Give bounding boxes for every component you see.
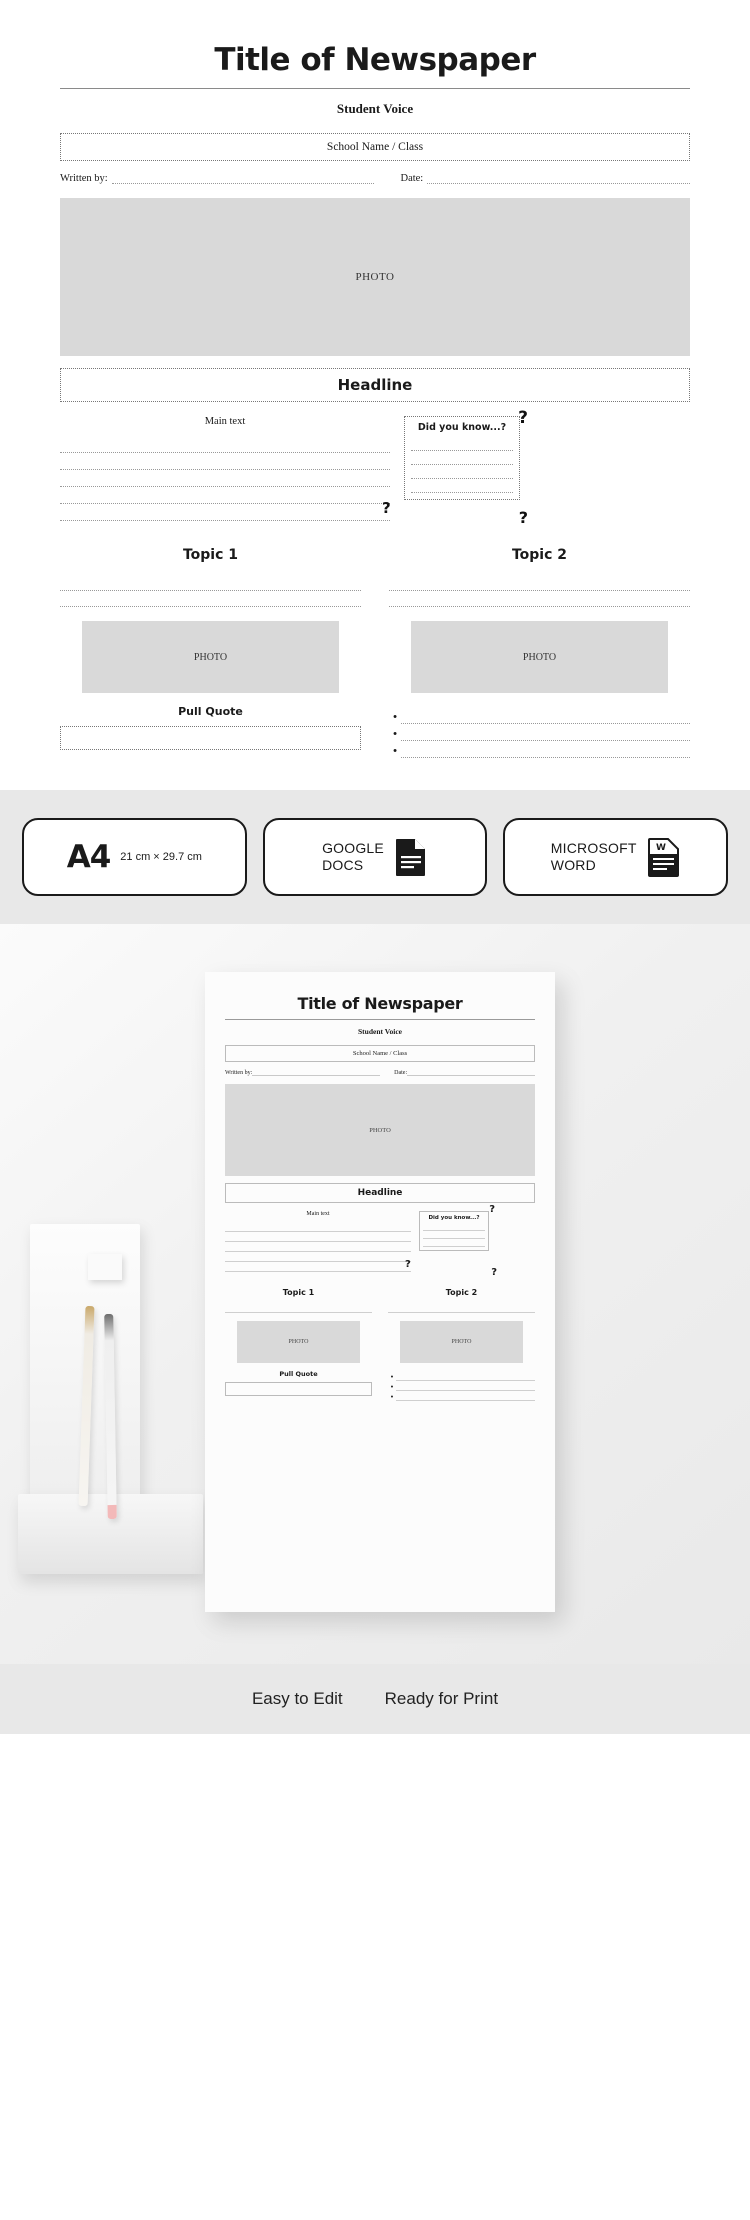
main-columns [60,408,690,527]
google-docs-label-line1: GOOGLE [322,839,384,856]
topic-2-title: Topic 2 [511,547,568,563]
bullet-icon: • [393,711,397,723]
word-document-icon [647,837,681,877]
microsoft-word-label [551,840,637,875]
mockup-did-you-know-column [405,1204,497,1278]
badge-google-docs [263,818,488,896]
mockup-main-photo: PHOTO [225,1084,535,1176]
mockup-main-text-column [225,1211,411,1272]
bullet-icon: • [393,745,397,757]
text-line[interactable] [60,436,390,453]
pull-quote-title: Pull Quote [178,705,243,718]
mockup-school-field: School Name / Class [225,1045,535,1062]
title-divider [60,88,690,89]
mockup-text-line [225,1303,372,1313]
mockup-topic-2-title: Topic 2 [445,1288,478,1297]
mockup-printed-page [205,972,555,1612]
text-line[interactable] [389,591,690,607]
main-text-column [60,416,390,521]
mockup-list-item [388,1392,535,1402]
mockup-written-by-label: Written by: [225,1070,253,1076]
bullet-text-line[interactable] [401,728,690,741]
mockup-text-line [423,1223,485,1231]
list-item[interactable] [389,743,690,760]
a4-label: A4 [66,839,111,875]
a4-dimensions: 21 cm × 29.7 cm [120,851,202,863]
text-line[interactable] [411,479,513,493]
mockup-bullet-line [396,1383,535,1391]
mockup-list-item [388,1372,535,1382]
topic-1-block [60,547,361,760]
mockup-topic-2-photo: PHOTO [400,1321,523,1363]
date-input[interactable] [427,173,690,184]
microsoft-word-label-line1: MICROSOFT [550,839,637,856]
meta-row [60,173,690,184]
text-line[interactable] [60,453,390,470]
school-name-field[interactable]: School Name / Class [60,133,690,161]
mockup-main-text-label: Main text [306,1211,330,1217]
page-title: Title of Newspaper [214,42,536,78]
mockup-eraser-prop [88,1254,122,1280]
mockup-question-mark-icon: ? [489,1204,495,1215]
badge-microsoft-word [503,818,728,896]
mockup-bullet-list [388,1372,535,1402]
written-by-label: Written by: [60,173,108,184]
topics-section [60,547,690,760]
mockup-text-line [388,1303,535,1313]
text-line[interactable] [60,504,390,521]
google-docs-label [322,840,384,875]
text-line[interactable] [60,470,390,487]
text-line[interactable] [389,575,690,591]
badge-a4 [22,818,247,896]
mockup-bullet-icon: • [390,1393,394,1401]
did-you-know-box[interactable] [404,416,520,500]
text-line[interactable] [411,437,513,451]
mockup-text-line [225,1242,411,1252]
mockup-text-line [225,1252,411,1262]
headline-field[interactable]: Headline [60,368,690,402]
bullet-text-line[interactable] [401,745,690,758]
text-line[interactable] [60,591,361,607]
main-text-label: Main text [204,416,246,427]
text-line[interactable] [411,451,513,465]
mockup-meta-row [225,1069,535,1076]
document-icon [394,837,428,877]
mockup-topic-1-block [225,1288,372,1402]
google-docs-label-line2: DOCS [322,857,364,873]
mockup-text-line [225,1232,411,1242]
mockup-bullet-line [396,1373,535,1381]
bullet-icon: • [393,728,397,740]
bullet-text-line[interactable] [401,711,690,724]
mockup-topics-section [225,1288,535,1402]
text-line[interactable] [60,575,361,591]
newspaper-template [0,0,750,790]
mockup-list-item [388,1382,535,1392]
mockup-topic-2-block [388,1288,535,1402]
pull-quote-field[interactable] [60,726,361,750]
did-you-know-title: Did you know...? [417,422,507,433]
question-mark-icon: ? [518,408,528,428]
mockup-topic-1-photo: PHOTO [237,1321,360,1363]
mockup-scene [0,924,750,1664]
topic-1-title: Topic 1 [182,547,239,563]
did-you-know-column [382,408,528,527]
question-mark-icon: ? [518,508,528,527]
footer-strip [0,1664,750,1734]
mockup-pull-quote-field [225,1382,372,1396]
footer-easy-to-edit: Easy to Edit [251,1689,343,1708]
question-mark-icon: ? [382,499,391,517]
mockup-headline: Headline [225,1183,535,1203]
list-item[interactable] [389,726,690,743]
topic-2-photo-placeholder[interactable]: PHOTO [411,621,668,693]
topic-2-block [389,547,690,760]
mockup-page-title: Title of Newspaper [297,994,463,1013]
text-line[interactable] [411,465,513,479]
mockup-text-line [225,1222,411,1232]
footer-ready-for-print: Ready for Print [384,1689,499,1708]
mockup-bullet-icon: • [390,1373,394,1381]
mockup-text-line [423,1239,485,1247]
mockup-did-you-know-box [419,1211,489,1251]
mockup-bullet-icon: • [390,1383,394,1391]
mockup-text-line [423,1231,485,1239]
microsoft-word-label-line2: WORD [550,857,596,873]
mockup-topic-1-title: Topic 1 [282,1288,315,1297]
bullet-list [389,709,690,760]
mockup-text-line [225,1262,411,1272]
mockup-pull-quote-title: Pull Quote [279,1370,318,1378]
mockup-question-mark-icon: ? [491,1267,497,1278]
mockup-date-line [407,1069,535,1076]
svg-text:W: W [655,843,666,853]
mockup-subtitle: Student Voice [358,1027,402,1036]
main-photo-placeholder[interactable]: PHOTO [60,198,690,356]
list-item[interactable] [389,709,690,726]
written-by-input[interactable] [112,173,375,184]
main-text-lines[interactable] [60,436,390,521]
date-label: Date: [400,173,424,184]
mockup-did-you-know-title: Did you know...? [428,1215,480,1221]
mockup-bullet-line [396,1393,535,1401]
mockup-main-columns [225,1204,535,1278]
text-line[interactable] [60,487,390,504]
subtitle: Student Voice [336,101,414,116]
mockup-date-label: Date: [394,1070,408,1076]
format-badges-strip [0,790,750,924]
mockup-written-by-line [252,1069,380,1076]
mockup-title-divider [225,1019,535,1020]
topic-1-photo-placeholder[interactable]: PHOTO [82,621,339,693]
mockup-question-mark-icon: ? [405,1259,411,1270]
